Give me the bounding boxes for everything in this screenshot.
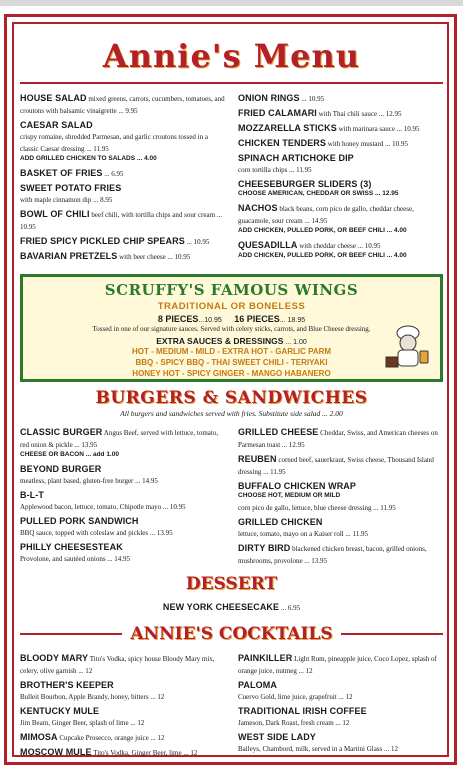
item-desc: with maple cinnamon dip ... 8.95 xyxy=(20,196,113,204)
menu-item xyxy=(20,731,225,743)
wings-title: SCRUFFY'S FAMOUS WINGS xyxy=(104,281,359,299)
item-desc: Tito's Vodka, Ginger Beer, lime ... 12 xyxy=(91,749,198,757)
burgers-left xyxy=(20,426,225,569)
item-desc: with beer cheese ... 10.95 xyxy=(117,253,191,261)
menu-item xyxy=(20,119,225,164)
menu-item xyxy=(20,92,225,116)
wings-8-label: 8 PIECES xyxy=(157,314,199,324)
menu-item xyxy=(238,152,443,175)
item-addon: ADD CHICKEN, PULLED PORK, OR BEEF CHILI ... 4.00 xyxy=(238,227,407,234)
item-name: PALOMA xyxy=(238,680,277,690)
burgers-title: BURGERS & SANDWICHES xyxy=(95,388,368,408)
menu-item xyxy=(20,746,225,758)
item-name: PULLED PORK SANDWICH xyxy=(20,516,139,526)
item-name: BAVARIAN PRETZELS xyxy=(20,251,118,261)
item-name: CHEESEBURGER SLIDERS (3) xyxy=(238,179,372,189)
menu-item xyxy=(238,516,443,539)
item-desc: Tito's Vodka, spicy house Bloody Mary mix, celery, olive garnish ... 12 xyxy=(20,655,215,675)
item-desc: Cheddar, Swiss, and American cheeses on Parmesan toast ... 12.95 xyxy=(238,429,438,449)
item-name: SPINACH ARTICHOKE DIP xyxy=(238,153,354,163)
item-desc: blackened chicken breast, bacon, grilled onions, mushrooms, provolone ... 13.95 xyxy=(238,545,427,565)
item-name: GRILLED CHEESE xyxy=(238,427,319,437)
item-desc: crispy romaine, shredded Parmesan, and garlic croutons tossed in a classic Caesar dressing ... 11.95 xyxy=(20,133,208,153)
menu-item xyxy=(238,92,443,104)
item-name: KENTUCKY MULE xyxy=(20,706,100,716)
item-name: MOZZARELLA STICKS xyxy=(238,123,337,133)
dessert-name: NEW YORK CHEESECAKE xyxy=(162,602,280,612)
menu-item xyxy=(20,541,225,564)
item-name: PAINKILLER xyxy=(238,653,293,663)
item-desc: Applewood bacon, lettuce, tomato, Chipotle mayo ... 10.95 xyxy=(20,503,186,511)
menu-item xyxy=(238,542,443,566)
item-desc: with honey mustard ... 10.95 xyxy=(326,140,408,148)
menu-item xyxy=(238,202,443,236)
item-addon: CHOOSE HOT, MEDIUM OR MILD xyxy=(238,492,341,499)
item-name: NACHOS xyxy=(238,203,278,213)
item-name: MOSCOW MULE xyxy=(20,747,92,757)
wings-sauces-1: HOT - MEDIUM - MILD - EXTRA HOT - GARLIC PARM xyxy=(131,347,332,356)
wings-pieces xyxy=(29,314,434,324)
item-addon: CHEESE OR BACON ... add 1.00 xyxy=(20,451,119,458)
menu-item xyxy=(20,652,225,676)
item-name: BOWL OF CHILI xyxy=(20,209,90,219)
appetizers xyxy=(20,92,443,265)
item-name: BEYOND BURGER xyxy=(20,464,102,474)
item-name: ONION RINGS xyxy=(238,93,300,103)
menu-item xyxy=(238,679,443,702)
item-name: REUBEN xyxy=(238,454,277,464)
wings-16-price: ... 18.95 xyxy=(279,317,306,324)
item-addon: CHOOSE AMERICAN, CHEDDAR OR SWISS ... 12.95 xyxy=(238,190,399,197)
wings-8-price: ...10.95 xyxy=(198,317,222,324)
appetizers-right xyxy=(238,92,443,265)
item-desc: Jameson, Dark Roast, fresh cream ... 12 xyxy=(238,719,350,727)
item-name: DIRTY BIRD xyxy=(238,543,291,553)
menu-item xyxy=(20,679,225,702)
cocktails-section xyxy=(20,652,443,761)
dessert-price: ... 6.95 xyxy=(279,604,301,612)
burgers-right xyxy=(238,426,443,569)
item-addon: ADD CHICKEN, PULLED PORK, OR BEEF CHILI ... 4.00 xyxy=(238,252,407,259)
item-desc: Jim Beam, Ginger Beer, splash of lime ... 12 xyxy=(20,719,145,727)
item-desc: corned beef, sauerkraut, Swiss cheese, Thousand Island dressing ... 11.95 xyxy=(238,456,434,476)
menu-item xyxy=(238,480,443,513)
menu-item xyxy=(20,208,225,232)
item-name: BROTHER'S KEEPER xyxy=(20,680,114,690)
item-name: CAESAR SALAD xyxy=(20,120,93,130)
wings-extra-price: ... 1.00 xyxy=(283,339,307,346)
menu-title: Annie's Menu xyxy=(102,37,361,75)
wings-extra xyxy=(29,336,434,346)
item-name: WEST SIDE LADY xyxy=(238,732,316,742)
wings-box xyxy=(20,274,443,382)
menu-item xyxy=(238,652,443,676)
menu-content xyxy=(20,28,443,761)
cocktails-rule-left xyxy=(20,633,122,635)
cocktails-rule-right xyxy=(341,633,443,635)
item-name: QUESADILLA xyxy=(238,240,298,250)
item-name: CLASSIC BURGER xyxy=(20,427,103,437)
menu-item xyxy=(20,250,225,262)
menu-item xyxy=(238,731,443,754)
item-desc: black beans, corn pico de gallo, cheddar cheese, guacamole, sour cream ... 14.95 xyxy=(238,205,414,225)
item-desc: Bulleit Bourbon, Apple Brandy, honey, bitters ... 12 xyxy=(20,693,165,701)
item-name: BASKET OF FRIES xyxy=(20,168,103,178)
menu-item xyxy=(238,426,443,450)
wings-16-label: 16 PIECES xyxy=(234,314,280,324)
item-desc: Provolone, and sautéed onions ... 14.95 xyxy=(20,555,131,563)
menu-item xyxy=(20,235,225,247)
menu-item xyxy=(238,122,443,134)
menu-item xyxy=(20,489,225,512)
item-desc: Angus Beef, served with lettuce, tomato, red onion & pickle ... 13.95 xyxy=(20,429,219,449)
item-desc: mixed greens, carrots, cucumbers, tomatoes, and croutons with balsamic vinaigrette ... 9.95 xyxy=(20,95,225,115)
item-desc: meatless, plant based, gluten-free burger ... 14.95 xyxy=(20,477,158,485)
item-desc: ... 6.95 xyxy=(102,170,124,178)
item-name: SWEET POTATO FRIES xyxy=(20,183,122,193)
menu-item xyxy=(238,137,443,149)
item-desc: with cheddar cheese ... 10.95 xyxy=(297,242,381,250)
menu-item xyxy=(20,182,225,205)
item-name: FRIED CALAMARI xyxy=(238,108,317,118)
menu-item xyxy=(20,463,225,486)
item-name: MIMOSA xyxy=(20,732,58,742)
menu-item xyxy=(238,178,443,199)
dessert-item xyxy=(20,597,443,615)
title-divider xyxy=(20,82,443,84)
menu-item xyxy=(238,239,443,261)
wings-sauces-3: HONEY HOT - SPICY GINGER - MANGO HABANERO xyxy=(132,369,331,378)
item-desc: with Thai chili sauce ... 12.95 xyxy=(316,110,402,118)
cocktails-header xyxy=(20,624,443,644)
item-desc: Cuervo Gold, lime juice, grapefruit ... 12 xyxy=(238,693,353,701)
wings-subtitle: TRADITIONAL OR BONELESS xyxy=(157,301,306,312)
menu-item xyxy=(238,705,443,728)
item-name: CHICKEN TENDERS xyxy=(238,138,327,148)
item-desc: Cupcake Prosecco, orange juice ... 12 xyxy=(57,734,165,742)
item-name: PHILLY CHEESESTEAK xyxy=(20,542,123,552)
item-name: HOUSE SALAD xyxy=(20,93,87,103)
menu-item xyxy=(238,453,443,477)
item-desc: Baileys, Chambord, milk, served in a Martini Glass ... 12 xyxy=(238,745,399,753)
item-desc: corn tortilla chips ... 11.95 xyxy=(238,166,312,174)
item-name: TRADITIONAL IRISH COFFEE xyxy=(238,706,367,716)
burgers-section xyxy=(20,426,443,569)
top-bar xyxy=(0,0,463,6)
item-desc: ... 10.95 xyxy=(184,238,210,246)
menu-item xyxy=(20,426,225,460)
burgers-subtitle: All burgers and sandwiches served with fries. Substitute side salad ... 2.00 xyxy=(120,409,343,418)
wings-desc: Tossed in one of our signature sauces. Served with celery sticks, carrots, and Blue Cheese dressing. xyxy=(92,325,371,333)
dessert-title: DESSERT xyxy=(185,574,278,594)
item-desc: beef chili, with tortilla chips and sour cream ... 10.95 xyxy=(20,211,223,231)
cocktails-left xyxy=(20,652,225,761)
wings-extra-label: EXTRA SAUCES & DRESSINGS xyxy=(156,336,284,346)
chef-mascot-icon xyxy=(384,323,432,371)
menu-item xyxy=(20,515,225,538)
item-addon: ADD GRILLED CHICKEN TO SALADS ... 4.00 xyxy=(20,155,157,162)
item-desc: Light Rum, pineapple juice, Coco Lopez, splash of orange juice, nutmeg ... 12 xyxy=(238,655,437,675)
cocktails-title: ANNIE'S COCKTAILS xyxy=(130,624,333,644)
item-name: B-L-T xyxy=(20,490,44,500)
item-name: GRILLED CHICKEN xyxy=(238,517,323,527)
menu-item xyxy=(20,705,225,728)
item-desc: BBQ sauce, topped with coleslaw and pickles ... 13.95 xyxy=(20,529,173,537)
item-name: FRIED SPICY PICKLED CHIP SPEARS xyxy=(20,236,185,246)
item-name: BUFFALO CHICKEN WRAP xyxy=(238,481,356,491)
item-desc: with marinara sauce ... 10.95 xyxy=(336,125,420,133)
appetizers-left xyxy=(20,92,225,265)
wings-sauces-2: BBQ - SPICY BBQ - THAI SWEET CHILI - TERIYAKI xyxy=(135,358,328,367)
item-desc: lettuce, tomato, mayo on a Kaiser roll ... 11.95 xyxy=(238,530,368,538)
menu-item xyxy=(20,167,225,179)
menu-item xyxy=(238,107,443,119)
item-desc: corn pico de gallo, lettuce, blue cheese dressing ... 11.95 xyxy=(238,504,396,512)
item-name: BLOODY MARY xyxy=(20,653,89,663)
item-desc: ... 10.95 xyxy=(299,95,325,103)
cocktails-right xyxy=(238,652,443,761)
